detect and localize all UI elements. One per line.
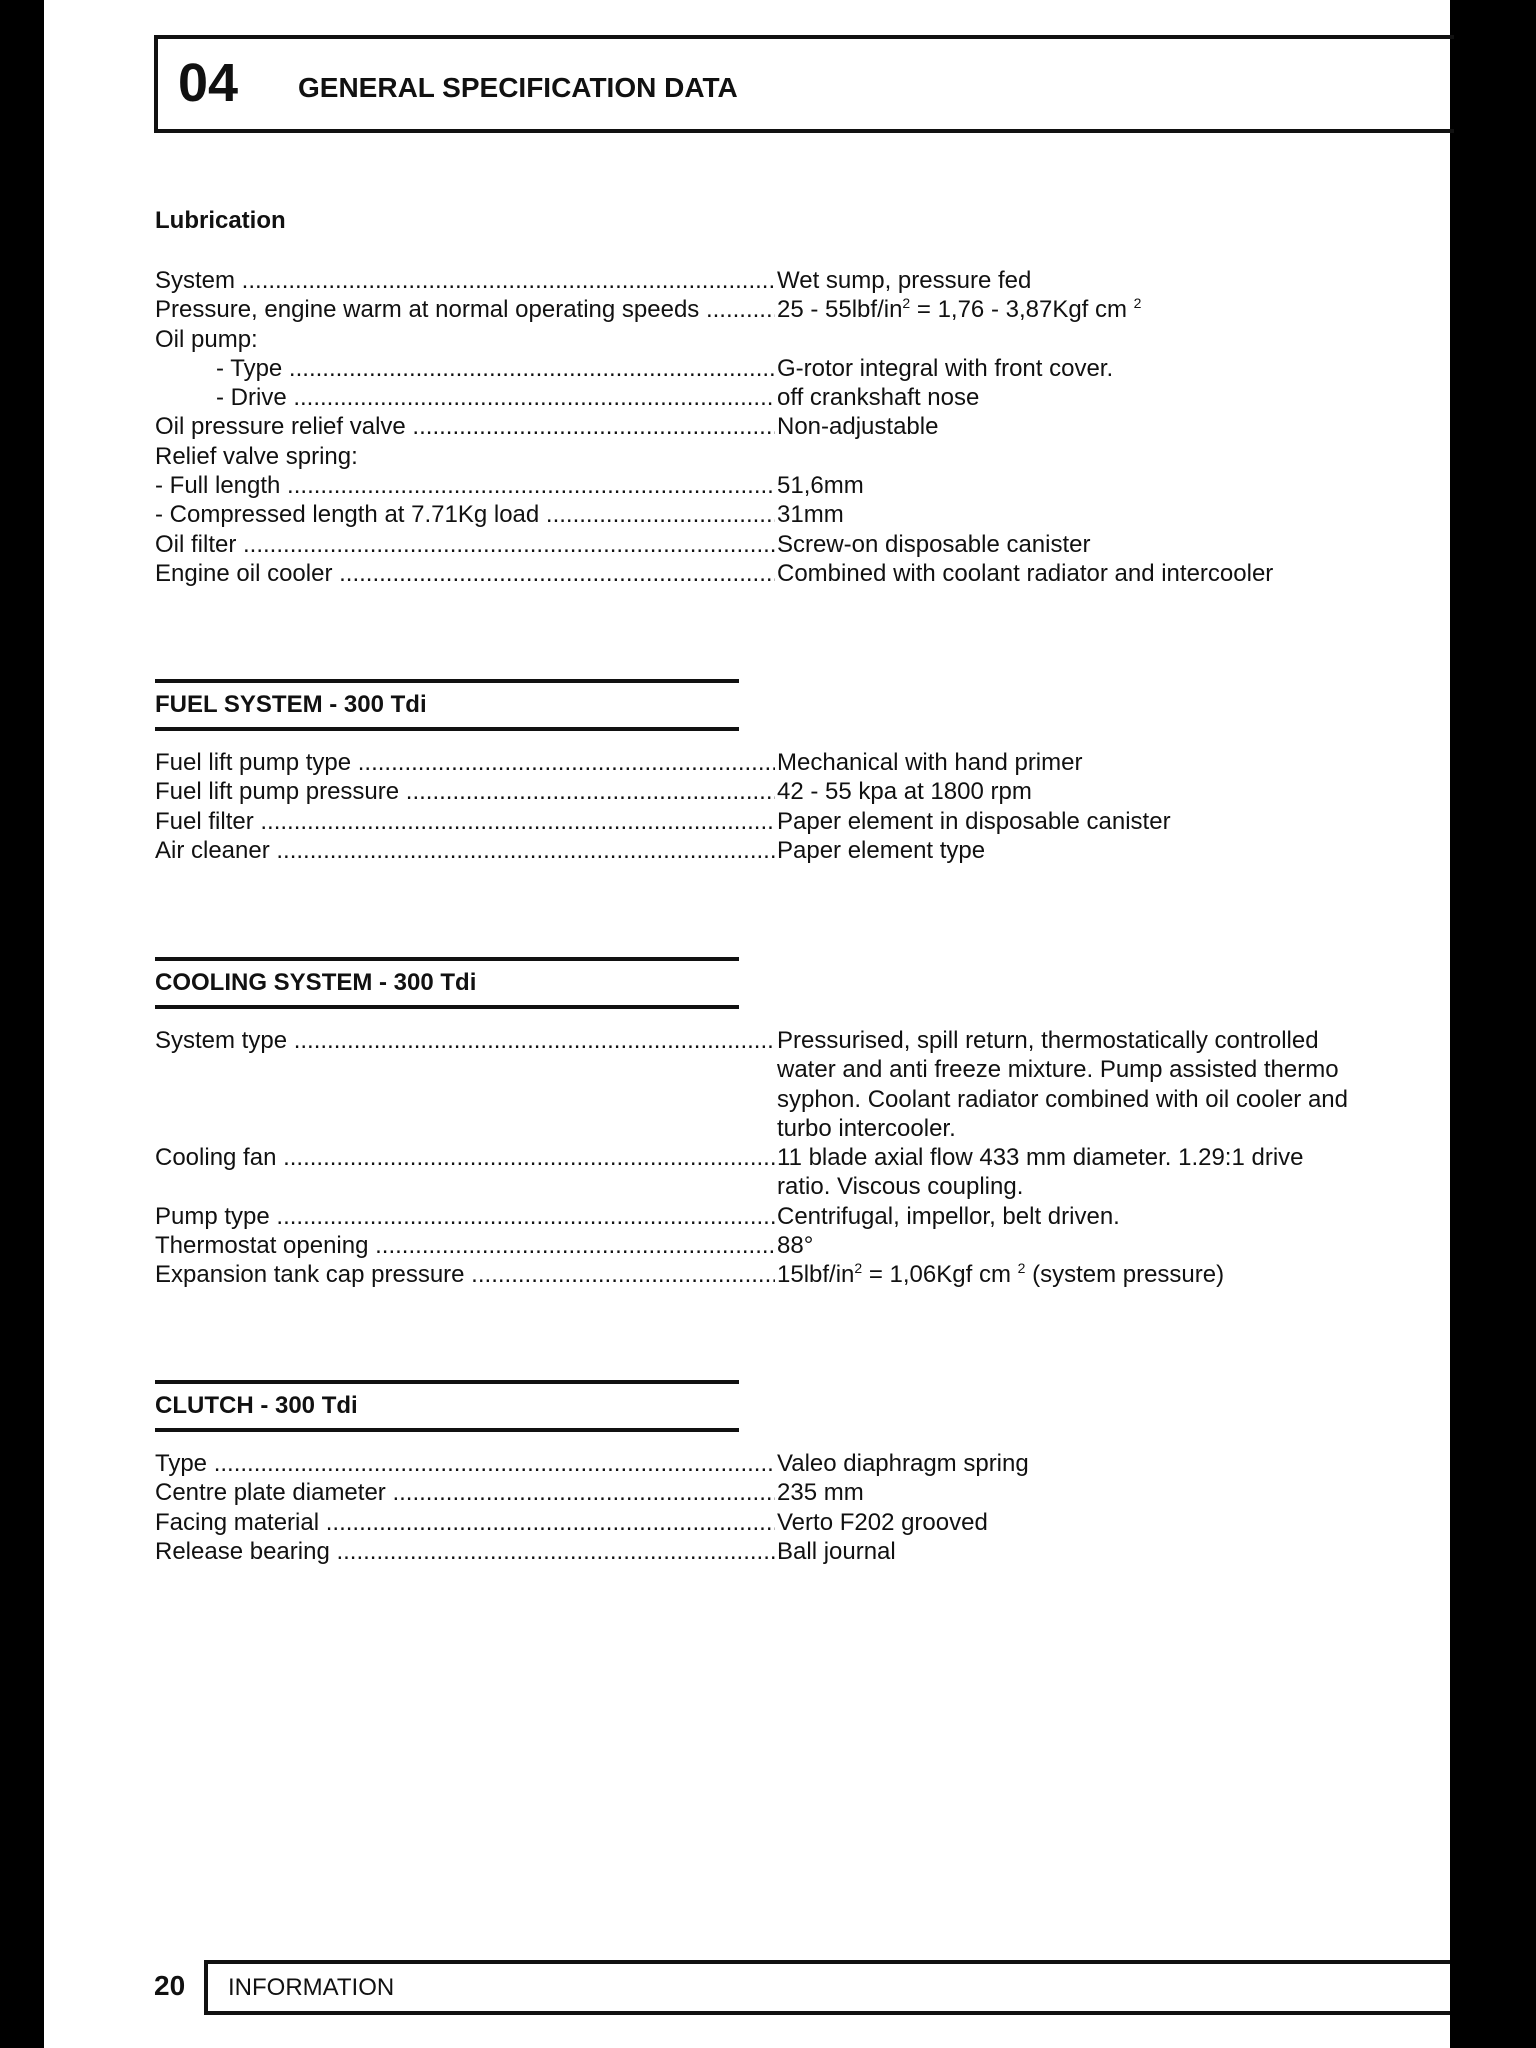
spec-label: System ..... xyxy=(155,266,775,295)
spec-row xyxy=(155,383,1405,412)
spec-row xyxy=(155,1478,1405,1507)
chapter-header xyxy=(154,35,1454,133)
spec-value: $15lbf/in^2 = 1,06Kgf$ cm $^2$ (system pressure) xyxy=(777,1260,1225,1289)
spec-value: 42 - 55 kpa at 1800 rpm xyxy=(777,778,1032,806)
spec-row xyxy=(155,471,1405,500)
spec-value: Paper element in disposable canister xyxy=(777,807,1171,835)
spec-row xyxy=(155,1537,1405,1566)
spec-value: Valeo diaphragm spring xyxy=(777,1450,1029,1477)
spec-value xyxy=(775,325,1405,354)
spec-row xyxy=(155,1231,1405,1260)
spec-label: - Compressed length at 7.71Kg load ..... xyxy=(155,500,775,529)
spec-label: Fuel lift pump pressure ..... xyxy=(155,777,775,806)
spec-row xyxy=(155,295,1405,324)
spec-label: Centre plate diameter ..... xyxy=(155,1478,775,1507)
lubrication-spec-list xyxy=(155,266,1405,588)
spec-row xyxy=(155,442,1405,471)
spec-row xyxy=(155,266,1405,295)
spec-label: Relief valve spring: xyxy=(155,442,358,470)
section-title-cooling-system: COOLING SYSTEM - 300 Tdi xyxy=(155,957,739,1009)
spec-label: Oil pump: xyxy=(155,325,258,353)
cooling-system-spec-list xyxy=(155,1026,1405,1290)
spec-label: Engine oil cooler ..... xyxy=(155,559,775,588)
spec-value: Ball journal xyxy=(777,1537,896,1565)
spec-value: Verto F202 grooved xyxy=(777,1508,988,1536)
spec-label: Type ..... xyxy=(155,1449,775,1478)
spec-value: $25 - 55lbf/in^2 = 1,76 - 3,87Kgf$ cm $^2$ xyxy=(777,295,1142,324)
spec-value: Non-adjustable xyxy=(777,413,939,441)
spec-row xyxy=(155,748,1405,777)
spec-row xyxy=(155,1260,1405,1289)
spec-value: 235 mm xyxy=(777,1479,864,1507)
spec-row xyxy=(155,1143,1405,1202)
spec-label: Release bearing ..... xyxy=(155,1537,775,1566)
page-number: 20 xyxy=(154,1970,186,2001)
spec-label: Facing material ..... xyxy=(155,1508,775,1537)
spec-label: Oil pressure relief valve ..... xyxy=(155,412,775,441)
clutch-spec-list xyxy=(155,1449,1405,1566)
spec-value: Mechanical with hand primer xyxy=(777,749,1083,776)
spec-row xyxy=(155,1202,1405,1231)
spec-label: - Full length ..... xyxy=(155,471,775,500)
spec-value: off crankshaft nose xyxy=(777,384,980,412)
spec-label: - Drive ..... xyxy=(155,383,775,412)
spec-row xyxy=(155,1026,1405,1143)
spec-label: Expansion tank cap pressure ..... xyxy=(155,1260,775,1289)
spec-value: 51,6mm xyxy=(777,472,864,500)
spec-label: Pressure, engine warm at normal operating speeds ..... xyxy=(155,295,775,324)
spec-label: Fuel filter ..... xyxy=(155,807,775,836)
chapter-number: 04 xyxy=(178,53,239,113)
spec-label: - Type ..... xyxy=(155,354,775,383)
spec-value: 31mm xyxy=(777,501,844,529)
section-title-clutch: CLUTCH - 300 Tdi xyxy=(155,1380,739,1432)
spec-row xyxy=(155,1508,1405,1537)
manual-page xyxy=(44,0,1450,2048)
spec-label: Cooling fan ..... xyxy=(155,1143,775,1202)
spec-row xyxy=(155,325,1405,354)
spec-row xyxy=(155,559,1405,588)
chapter-title: GENERAL SPECIFICATION DATA xyxy=(298,72,738,103)
spec-value: 11 blade axial flow 433 mm diameter. 1.29:1 drive ratio. Viscous coupling. xyxy=(777,1144,1304,1201)
footer-section-name: INFORMATION xyxy=(228,1974,395,2001)
spec-label: Air cleaner ..... xyxy=(155,836,775,865)
spec-row xyxy=(155,836,1405,865)
spec-value: Combined with coolant radiator and intercooler xyxy=(777,559,1274,587)
spec-label: Oil filter ..... xyxy=(155,530,775,559)
spec-row xyxy=(155,530,1405,559)
spec-label: Fuel lift pump type ..... xyxy=(155,748,775,777)
spec-row xyxy=(155,354,1405,383)
spec-row xyxy=(155,1449,1405,1478)
spec-value: G-rotor integral with front cover. xyxy=(777,354,1114,382)
spec-row xyxy=(155,807,1405,836)
spec-value: Pressurised, spill return, thermostatically controlled water and anti freeze mixture. Pump assisted thermo syphon. Coolant radiator combined with oil cooler and turbo intercooler. xyxy=(777,1027,1348,1142)
footer-section-box xyxy=(204,1960,1450,2015)
spec-value: 88° xyxy=(777,1232,814,1260)
section-title-lubrication: Lubrication xyxy=(155,207,286,234)
spec-value: Screw-on disposable canister xyxy=(777,530,1091,558)
fuel-system-spec-list xyxy=(155,748,1405,865)
spec-row xyxy=(155,412,1405,441)
spec-value xyxy=(775,442,1405,471)
spec-label: Thermostat opening ..... xyxy=(155,1231,775,1260)
spec-label: System type ..... xyxy=(155,1026,775,1143)
section-title-fuel-system: FUEL SYSTEM - 300 Tdi xyxy=(155,679,739,731)
spec-row xyxy=(155,500,1405,529)
spec-label: Pump type ..... xyxy=(155,1202,775,1231)
spec-value: Centrifugal, impellor, belt driven. xyxy=(777,1202,1120,1230)
page-footer xyxy=(44,1960,1450,2015)
spec-value: Wet sump, pressure fed xyxy=(777,267,1032,294)
spec-row xyxy=(155,777,1405,806)
spec-value: Paper element type xyxy=(777,836,986,864)
